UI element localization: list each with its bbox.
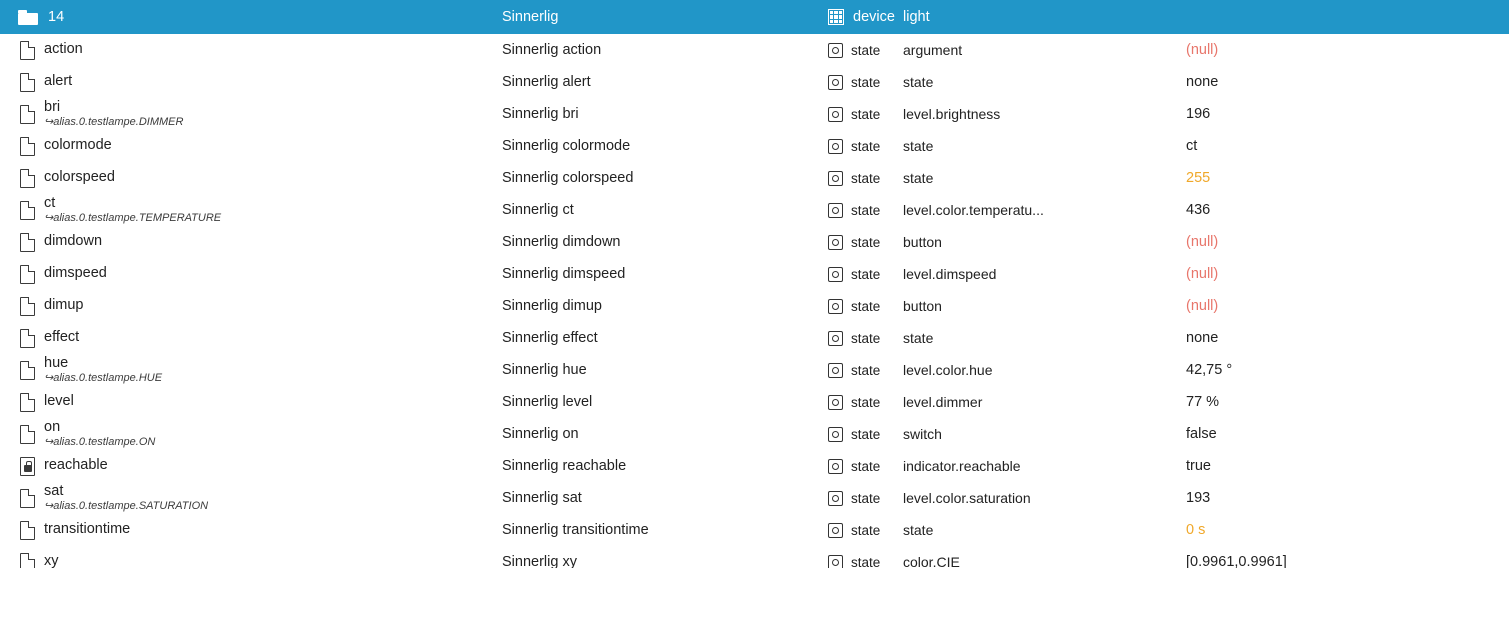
document-icon — [16, 546, 38, 568]
row-role-label: level.color.hue — [903, 362, 993, 378]
row-type — [828, 322, 880, 354]
table-row[interactable] — [0, 418, 1509, 450]
row-name-label: ct — [44, 194, 56, 211]
document-icon — [16, 514, 38, 546]
row-type-label: state — [851, 330, 881, 346]
row-type — [828, 66, 880, 98]
row-role-label: level.color.temperatu... — [903, 202, 1044, 218]
row-name-label: on — [44, 418, 61, 435]
document-icon — [16, 34, 38, 66]
row-name[interactable] — [44, 194, 221, 226]
state-icon — [828, 43, 843, 58]
state-icon — [828, 555, 843, 569]
row-role — [903, 98, 1000, 130]
row-type-label: state — [851, 298, 881, 314]
table-row[interactable] — [0, 354, 1509, 386]
row-title: Sinnerlig sat — [502, 490, 582, 506]
row-role-label: color.CIE — [903, 554, 960, 568]
row-title: Sinnerlig colorspeed — [502, 170, 634, 186]
row-value-label: (null) — [1186, 298, 1219, 314]
row-title: Sinnerlig dimspeed — [502, 266, 626, 282]
header-device-label: device — [853, 9, 895, 25]
row-name-label: effect — [44, 329, 80, 346]
row-value-label: ct — [1186, 138, 1198, 154]
row-name[interactable] — [44, 130, 112, 162]
row-name-label: reachable — [44, 457, 108, 474]
row-role-label: level.dimspeed — [903, 266, 997, 282]
row-name[interactable] — [44, 34, 83, 66]
state-icon — [828, 523, 843, 538]
row-type — [828, 194, 880, 226]
row-role-label: switch — [903, 426, 942, 442]
row-value-label: none — [1186, 330, 1219, 346]
table-row[interactable] — [0, 482, 1509, 514]
row-value[interactable] — [1186, 354, 1509, 386]
row-name[interactable] — [44, 514, 130, 546]
row-type-label: state — [851, 266, 881, 282]
row-type — [828, 482, 880, 514]
table-row[interactable] — [0, 322, 1509, 354]
row-value[interactable] — [1186, 34, 1509, 66]
row-value[interactable] — [1186, 450, 1509, 482]
document-icon — [16, 386, 38, 418]
row-name-label: sat — [44, 482, 64, 499]
state-icon — [828, 299, 843, 314]
row-type — [828, 130, 880, 162]
row-name-label: dimspeed — [44, 265, 107, 282]
row-name[interactable] — [44, 546, 59, 568]
row-role-label: button — [903, 234, 942, 250]
row-title: Sinnerlig dimdown — [502, 234, 621, 250]
row-alias-label: ↪alias.0.testlampe.HUE — [44, 371, 163, 384]
row-type-label: state — [851, 138, 881, 154]
row-type — [828, 546, 880, 568]
row-value[interactable] — [1186, 418, 1509, 450]
state-icon — [828, 363, 843, 378]
row-type-label: state — [851, 554, 881, 568]
state-icon — [828, 491, 843, 506]
row-type — [828, 354, 880, 386]
row-name-label: dimup — [44, 297, 84, 314]
table-row[interactable] — [0, 258, 1509, 290]
row-value[interactable] — [1186, 194, 1509, 226]
row-value[interactable] — [1186, 386, 1509, 418]
table-row[interactable] — [0, 290, 1509, 322]
state-icon — [828, 139, 843, 154]
table-row[interactable] — [0, 130, 1509, 162]
row-role-label: state — [903, 138, 934, 154]
row-name-label: hue — [44, 354, 69, 371]
table-row[interactable] — [0, 546, 1509, 568]
row-name[interactable] — [44, 226, 102, 258]
row-name[interactable] — [44, 450, 108, 482]
row-name-label: colormode — [44, 137, 112, 154]
row-type-label: state — [851, 426, 881, 442]
row-role-label: indicator.reachable — [903, 458, 1021, 474]
row-name[interactable] — [44, 322, 79, 354]
row-name-label: bri — [44, 98, 61, 115]
state-icon — [828, 395, 843, 410]
row-title: Sinnerlig colormode — [502, 138, 631, 154]
state-icon — [828, 235, 843, 250]
row-type-label: state — [851, 74, 881, 90]
row-value-label: 77 % — [1186, 394, 1220, 410]
header-count: 14 — [48, 9, 65, 25]
row-title: Sinnerlig transitiontime — [502, 522, 649, 538]
row-role — [903, 450, 1021, 482]
row-alias-label: ↪alias.0.testlampe.DIMMER — [44, 115, 184, 128]
row-name[interactable] — [44, 482, 208, 514]
row-role-label: state — [903, 330, 934, 346]
row-role — [903, 386, 982, 418]
row-value-label: 196 — [1186, 106, 1211, 122]
table-row[interactable] — [0, 450, 1509, 482]
row-title: Sinnerlig ct — [502, 202, 574, 218]
state-icon — [828, 267, 843, 282]
row-title: Sinnerlig xy — [502, 554, 577, 568]
row-role-label: state — [903, 522, 934, 538]
row-value-label: [0.9961,0.9961] — [1186, 554, 1287, 568]
state-icon — [828, 107, 843, 122]
document-icon — [16, 482, 38, 514]
row-value-label: 42,75 ° — [1186, 362, 1233, 378]
row-name-label: dimdown — [44, 233, 103, 250]
row-value[interactable] — [1186, 162, 1509, 194]
row-name-label: action — [44, 41, 83, 58]
row-role — [903, 194, 1044, 226]
row-value-label: 0 s — [1186, 522, 1206, 538]
row-name-label: xy — [44, 553, 59, 568]
document-icon — [16, 322, 38, 354]
row-value[interactable] — [1186, 546, 1509, 568]
header-title-label: Sinnerlig — [502, 9, 559, 25]
state-icon — [828, 171, 843, 186]
row-name[interactable] — [44, 162, 115, 194]
row-type-label: state — [851, 202, 881, 218]
row-role — [903, 34, 962, 66]
row-role — [903, 482, 1031, 514]
folder-icon — [18, 10, 38, 25]
row-role — [903, 418, 942, 450]
table-row[interactable] — [0, 34, 1509, 66]
row-role — [903, 546, 960, 568]
row-role-label: argument — [903, 42, 963, 58]
row-value[interactable] — [1186, 322, 1509, 354]
header-name-column[interactable] — [18, 0, 64, 34]
row-role — [903, 322, 933, 354]
row-role — [903, 66, 933, 98]
row-role-label: state — [903, 170, 934, 186]
row-value[interactable] — [1186, 290, 1509, 322]
object-rows — [0, 34, 1509, 568]
document-icon — [16, 226, 38, 258]
row-title: Sinnerlig level — [502, 394, 593, 410]
row-value[interactable] — [1186, 66, 1509, 98]
document-icon — [16, 130, 38, 162]
row-type-label: state — [851, 106, 881, 122]
state-icon — [828, 203, 843, 218]
row-type-label: state — [851, 394, 881, 410]
row-value-label: (null) — [1186, 266, 1219, 282]
row-role-label: level.brightness — [903, 106, 1001, 122]
header-title-column[interactable] — [502, 0, 558, 34]
document-icon — [16, 194, 38, 226]
list-header — [0, 0, 1509, 34]
row-name-label: colorspeed — [44, 169, 115, 186]
row-value-label: false — [1186, 426, 1217, 442]
document-icon — [16, 354, 38, 386]
row-type — [828, 386, 880, 418]
document-icon — [16, 162, 38, 194]
table-row[interactable] — [0, 194, 1509, 226]
row-name[interactable] — [44, 98, 183, 130]
document-icon — [16, 290, 38, 322]
row-name-label: level — [44, 393, 74, 410]
row-value[interactable] — [1186, 258, 1509, 290]
row-name[interactable] — [44, 258, 107, 290]
row-title: Sinnerlig on — [502, 426, 579, 442]
row-role — [903, 514, 933, 546]
row-title: Sinnerlig hue — [502, 362, 587, 378]
row-value[interactable] — [1186, 226, 1509, 258]
row-title: Sinnerlig reachable — [502, 458, 627, 474]
state-icon — [828, 75, 843, 90]
row-alias-label: ↪alias.0.testlampe.TEMPERATURE — [44, 211, 222, 224]
document-icon — [16, 258, 38, 290]
row-role-label: state — [903, 74, 934, 90]
row-role — [903, 354, 993, 386]
table-row[interactable] — [0, 386, 1509, 418]
header-light-label: light — [903, 9, 930, 25]
row-value-label: 193 — [1186, 490, 1211, 506]
row-type-label: state — [851, 234, 881, 250]
row-type — [828, 34, 880, 66]
row-role — [903, 290, 942, 322]
row-value-label: 255 — [1186, 170, 1211, 186]
row-role — [903, 226, 942, 258]
table-row[interactable] — [0, 226, 1509, 258]
row-type — [828, 98, 880, 130]
document-icon — [16, 66, 38, 98]
header-device-column[interactable] — [828, 0, 895, 34]
document-locked-icon — [16, 450, 38, 482]
row-value-label: (null) — [1186, 234, 1219, 250]
row-title: Sinnerlig alert — [502, 74, 591, 90]
row-title: Sinnerlig bri — [502, 106, 579, 122]
row-type-label: state — [851, 362, 881, 378]
row-alias-label: ↪alias.0.testlampe.SATURATION — [44, 499, 209, 512]
table-row[interactable] — [0, 162, 1509, 194]
row-name[interactable] — [44, 386, 74, 418]
row-name[interactable] — [44, 66, 72, 98]
row-type — [828, 514, 880, 546]
row-title: Sinnerlig effect — [502, 330, 598, 346]
row-name-label: transitiontime — [44, 521, 131, 538]
row-value-label: true — [1186, 458, 1211, 474]
row-type — [828, 450, 880, 482]
table-row[interactable] — [0, 514, 1509, 546]
document-icon — [16, 98, 38, 130]
row-role-label: button — [903, 298, 942, 314]
row-role — [903, 258, 996, 290]
document-icon — [16, 418, 38, 450]
row-type — [828, 418, 880, 450]
row-type-label: state — [851, 490, 881, 506]
state-icon — [828, 427, 843, 442]
row-value[interactable] — [1186, 482, 1509, 514]
row-value-label: (null) — [1186, 42, 1219, 58]
table-row[interactable] — [0, 66, 1509, 98]
grid-icon — [828, 9, 844, 25]
row-role-label: level.dimmer — [903, 394, 983, 410]
header-light-column[interactable] — [903, 0, 930, 34]
state-icon — [828, 459, 843, 474]
row-type — [828, 226, 880, 258]
row-type-label: state — [851, 42, 881, 58]
row-title: Sinnerlig dimup — [502, 298, 602, 314]
row-value[interactable] — [1186, 98, 1509, 130]
row-type — [828, 290, 880, 322]
row-title: Sinnerlig action — [502, 42, 602, 58]
row-value[interactable] — [1186, 130, 1509, 162]
row-value-label: none — [1186, 74, 1219, 90]
row-name[interactable] — [44, 290, 84, 322]
row-name-label: alert — [44, 73, 73, 90]
row-value-label: 436 — [1186, 202, 1211, 218]
row-name[interactable] — [44, 418, 155, 450]
row-role — [903, 162, 933, 194]
row-value[interactable] — [1186, 514, 1509, 546]
table-row[interactable] — [0, 98, 1509, 130]
row-type-label: state — [851, 458, 881, 474]
row-type — [828, 162, 880, 194]
state-icon — [828, 331, 843, 346]
row-type-label: state — [851, 170, 881, 186]
row-name[interactable] — [44, 354, 162, 386]
row-alias-label: ↪alias.0.testlampe.ON — [44, 435, 156, 448]
row-role — [903, 130, 933, 162]
row-type — [828, 258, 880, 290]
row-role-label: level.color.saturation — [903, 490, 1031, 506]
row-type-label: state — [851, 522, 881, 538]
